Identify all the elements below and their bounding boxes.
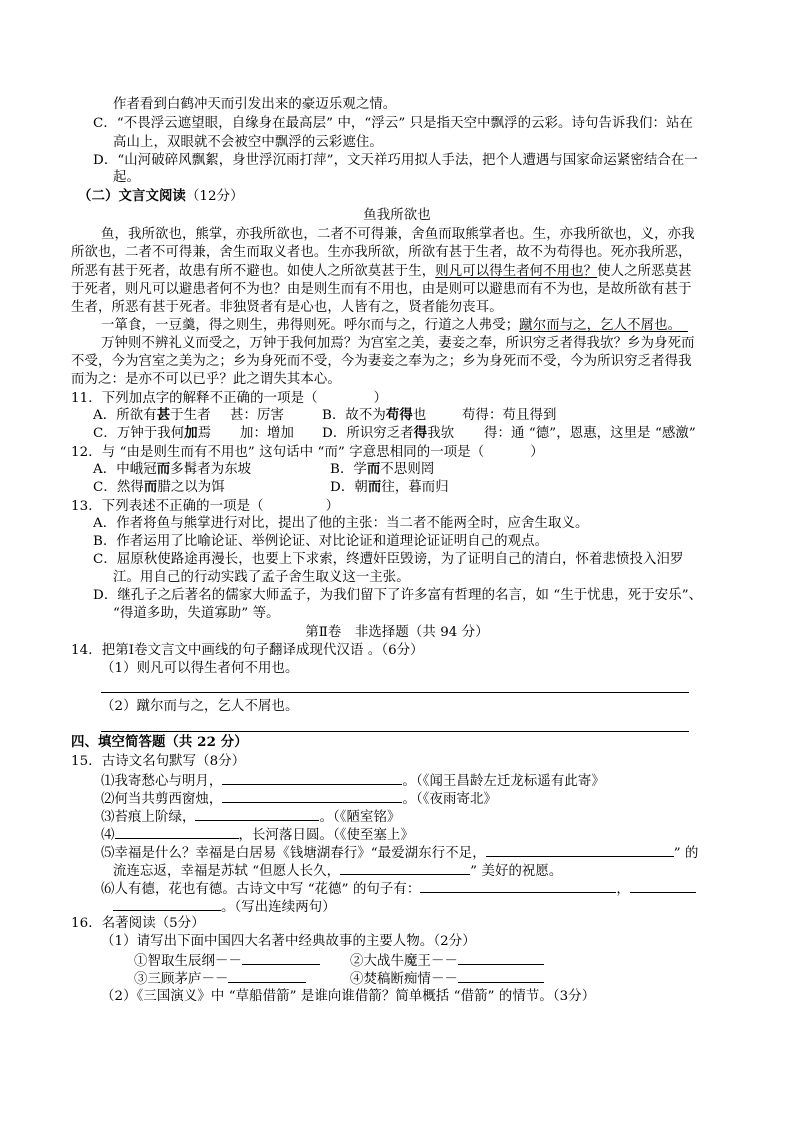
q16-sub-2: （2）《三国演义》中 “草船借箭” 是谁向谁借箭？简单概括 “借箭” 的情节。（3分） bbox=[101, 989, 596, 1004]
q13-option-d: D．继孔子之后著名的儒家大师孟子，为我们留下了许多富有哲理的名言，如 “生于忧患，死于安乐”、 bbox=[93, 588, 703, 603]
option-c: C．“不畏浮云遮望眼，自缘身在最高层” 中，“浮云” 只是指天空中飘浮的云彩。诗句告诉我们：站在 bbox=[93, 116, 693, 131]
poem-source: ，长河落日圆。（《使至塞上》 bbox=[238, 828, 414, 843]
dotted-word: 而 bbox=[366, 461, 381, 477]
q16-sub-1: （1）请写出下面中国四大名著中经典故事的主要人物。（2分） bbox=[101, 934, 476, 949]
dotted-word: 而 bbox=[156, 461, 171, 477]
question-16-stem: 16．名著阅读（5分） bbox=[71, 916, 205, 931]
q11-option-c bbox=[93, 424, 211, 443]
passage-line: 所欲也，二者不可得兼，舍生而取义者也。生亦我所欲，所欲有甚于生者，故不为苟得也。死亦我所恶， bbox=[71, 245, 692, 260]
passage-line: 生者，所恶有甚于死者。非独贤者有是心也，人皆有之，贤者能勿丧耳。 bbox=[71, 300, 503, 315]
fill-blank[interactable] bbox=[113, 896, 221, 911]
poem-text: ⑶苔痕上阶绿， bbox=[101, 810, 196, 825]
passage-line: 于死者，则凡可以避患者何不为也？由是则生而有不用也，由是则可以避患而有不为也，是故所欲有甚于 bbox=[71, 282, 692, 297]
dotted-word: 得 bbox=[413, 425, 428, 441]
option-text: ①智取生辰纲－－ bbox=[134, 954, 242, 969]
passage-line bbox=[101, 316, 688, 335]
fill-blank[interactable] bbox=[222, 788, 402, 803]
option-text: A．所欲有 bbox=[93, 408, 157, 423]
fill-blank[interactable] bbox=[458, 968, 544, 983]
q14-sentence-1: （1）则凡可以得生者何不用也。 bbox=[101, 661, 299, 676]
dotted-word: 苟得 bbox=[385, 407, 413, 423]
fill-blank[interactable] bbox=[222, 770, 402, 785]
passage-text: 一箪食，一豆羹，得之则生，弗得则死。呼尔而与之，行道之人弗受； bbox=[101, 318, 520, 333]
passage-line: 鱼，我所欲也，熊掌，亦我所欲也，二者不可得兼，舍鱼而取熊掌者也。生，亦我所欲也，义，亦我 bbox=[101, 227, 695, 242]
fill-blank[interactable] bbox=[630, 878, 696, 893]
question-text: 11．下列加点字的解释不正确的一项是（ bbox=[71, 391, 318, 406]
section-title: （二）文言文阅读 bbox=[78, 188, 186, 204]
passage-line: 而为之：是亦不可以已乎？此之谓失其本心。 bbox=[71, 372, 341, 387]
option-text: 焉 bbox=[197, 426, 212, 441]
q11-option-c-explanation: 加：增加 bbox=[240, 426, 294, 441]
poem-source: 。（《闻王昌龄左迁龙标遥有此寄》 bbox=[402, 774, 605, 789]
option-text: ②大战牛魔王－－ bbox=[350, 954, 458, 969]
question-14-stem: 14．把第Ⅰ卷文言文中画线的句子翻译成现代汉语 。（6分） bbox=[71, 643, 424, 658]
option-text: C．万钟于我何 bbox=[93, 426, 185, 441]
q12-option-a bbox=[93, 460, 251, 479]
fill-blank[interactable] bbox=[458, 950, 544, 965]
q13-option-d-continuation: “得道多助，失道寡助” 等。 bbox=[113, 606, 280, 621]
option-text: C．然得 bbox=[93, 480, 144, 495]
question-text: ） bbox=[373, 391, 388, 406]
q11-option-a bbox=[93, 406, 211, 425]
question-13-stem bbox=[71, 496, 339, 516]
option-text: 多髯者为东坡 bbox=[170, 462, 252, 477]
fill-blank[interactable] bbox=[115, 824, 239, 839]
answer-line[interactable] bbox=[101, 731, 689, 732]
option-text: 不思则罔 bbox=[380, 462, 435, 477]
answer-space[interactable] bbox=[318, 388, 374, 402]
passage-text: 使人之所恶莫甚 bbox=[597, 264, 692, 279]
question-text: ） bbox=[325, 499, 340, 514]
option-text: 我欤 bbox=[427, 426, 455, 441]
q12-option-b bbox=[330, 460, 434, 479]
poem-text: ⑵何当共剪西窗烛， bbox=[101, 792, 223, 807]
passage-line: 不受，今为宫室之美为之；乡为身死而不受，今为妻妾之奉为之；乡为身死而不受，今为所识穷乏者得我 bbox=[71, 354, 692, 369]
option-c-continuation: 高山上，双眼就不会被空中飘浮的云彩遮住。 bbox=[113, 135, 383, 150]
underlined-sentence-2: 蹴尔而与之，乞人不屑也。 bbox=[519, 318, 675, 333]
option-text: D．朝 bbox=[330, 480, 368, 495]
dotted-word: 加 bbox=[184, 425, 198, 441]
option-text: 也 bbox=[412, 408, 427, 423]
poem-text: ， bbox=[616, 882, 630, 897]
passage-title: 鱼我所欲也 bbox=[363, 208, 431, 223]
passage-line bbox=[71, 262, 692, 281]
poem-text: ” 美好的祝愿。 bbox=[470, 864, 563, 879]
fill-blank[interactable] bbox=[195, 806, 319, 821]
question-15-stem: 15．古诗文名句默写（8分） bbox=[71, 754, 246, 769]
question-text: 12．与 “由是则生而有不用也” 这句话中 “而” 字意思相同的一项是（ bbox=[71, 445, 485, 460]
q16-option-3 bbox=[134, 968, 306, 989]
fill-blank[interactable] bbox=[420, 878, 616, 893]
poem-text: ⑹人有德，花也有德。古诗文中写 “花德” 的句子有： bbox=[101, 882, 421, 897]
option-text: ③三顾茅庐－－ bbox=[134, 972, 229, 987]
dotted-word: 甚 bbox=[156, 407, 171, 423]
underlined-sentence-1: 则凡可以得生者何不用也？ bbox=[435, 264, 598, 279]
option-text: 往，暮而归 bbox=[381, 480, 449, 495]
option-text: A．中峨冠 bbox=[93, 462, 157, 477]
q11-option-d bbox=[322, 424, 454, 443]
part-2-title: 第Ⅱ卷 非选择题（共 94 分） bbox=[305, 625, 489, 640]
answer-line[interactable] bbox=[101, 692, 689, 693]
q13-option-b: B．作者运用了比喻论证、举例论证、对比论证和道理论证证明自己的观点。 bbox=[93, 534, 549, 549]
section-score: （12分） bbox=[185, 189, 244, 204]
option-d: D．“山河破碎风飘絮，身世浮沉雨打萍”，文天祥巧用拟人手法，把个人遭遇与国家命运紧密结合在一 bbox=[93, 153, 698, 168]
fill-blank[interactable] bbox=[340, 860, 470, 875]
question-11-stem bbox=[71, 388, 387, 408]
poem-text: 。（写出连续两句） bbox=[221, 900, 336, 915]
underline-extension bbox=[674, 318, 688, 333]
q14-sentence-2: （2）蹴尔而与之，乞人不屑也。 bbox=[101, 699, 299, 714]
poem-text: ⑸幸福是什么？幸福是白居易《钱塘湖春行》“最爱湖东行不足， bbox=[101, 846, 486, 861]
option-text: 于生者 bbox=[170, 408, 211, 423]
q11-option-d-explanation: 得：通 “德”，恩惠，这里是 “感激” bbox=[484, 426, 696, 441]
q16-option-4 bbox=[350, 968, 544, 989]
section-heading bbox=[78, 187, 244, 206]
question-text: 13．下列表述不正确的一项是（ bbox=[71, 499, 264, 514]
dotted-word: 而 bbox=[143, 479, 158, 495]
q11-option-b-explanation: 苟得：苟且得到 bbox=[462, 408, 557, 423]
question-text: ） bbox=[530, 445, 544, 460]
q11-option-a-explanation: 甚：厉害 bbox=[230, 408, 284, 423]
poem-text: 流连忘返，幸福是苏轼 “但愿人长久， bbox=[113, 864, 341, 879]
answer-space[interactable] bbox=[264, 496, 326, 510]
dotted-word: 而 bbox=[367, 479, 382, 495]
section-4-title: 四、填空简答题（共 22 分） bbox=[71, 734, 248, 750]
q11-option-b bbox=[322, 406, 426, 425]
poem-text: ⑷ bbox=[101, 828, 115, 843]
poem-text: ⑴我寄愁心与明月， bbox=[101, 774, 223, 789]
fill-blank[interactable] bbox=[486, 842, 674, 857]
option-d-continuation: 起。 bbox=[113, 170, 140, 185]
q12-option-c bbox=[93, 478, 225, 497]
fill-blank[interactable] bbox=[228, 968, 306, 983]
question-12-stem bbox=[71, 442, 544, 462]
option-text: B．故不为 bbox=[322, 408, 386, 423]
passage-text: 所恶有甚于死者，故患有所不避也。如使人之所欲莫甚于生， bbox=[71, 264, 436, 279]
option-text: D．所识穷乏者 bbox=[322, 426, 414, 441]
fill-blank[interactable] bbox=[242, 950, 320, 965]
option-text: 腊之以为饵 bbox=[157, 480, 225, 495]
q12-option-d bbox=[330, 478, 449, 497]
poem-source: 。（《夜雨寄北》 bbox=[402, 792, 497, 807]
option-text: ④焚稿断痴情－－ bbox=[350, 972, 458, 987]
q13-option-c: C．屈原秋使路途再漫长，也要上下求索，终遭奸臣毁谤，为了证明自己的清白，怀着悲愤投入汨罗 bbox=[93, 552, 684, 567]
option-text: B．学 bbox=[330, 462, 367, 477]
option-b-continuation: 作者看到白鹤冲天而引发出来的豪迈乐观之情。 bbox=[113, 97, 397, 112]
q13-option-c-continuation: 江。用自己的行动实践了孟子舍生取义这一主张。 bbox=[113, 570, 410, 585]
poem-source: 。（《陋室铭》 bbox=[319, 810, 401, 825]
poem-text: ” 的 bbox=[673, 846, 699, 861]
answer-space[interactable] bbox=[484, 442, 530, 456]
q13-option-a: A．作者将鱼与熊掌进行对比，提出了他的主张：当二者不能两全时，应舍生取义。 bbox=[93, 516, 589, 531]
passage-line: 万钟则不辨礼义而受之，万钟于我何加焉？为宫室之美，妻妾之奉，所识穷乏者得我欤？乡为身死而 bbox=[101, 336, 695, 351]
